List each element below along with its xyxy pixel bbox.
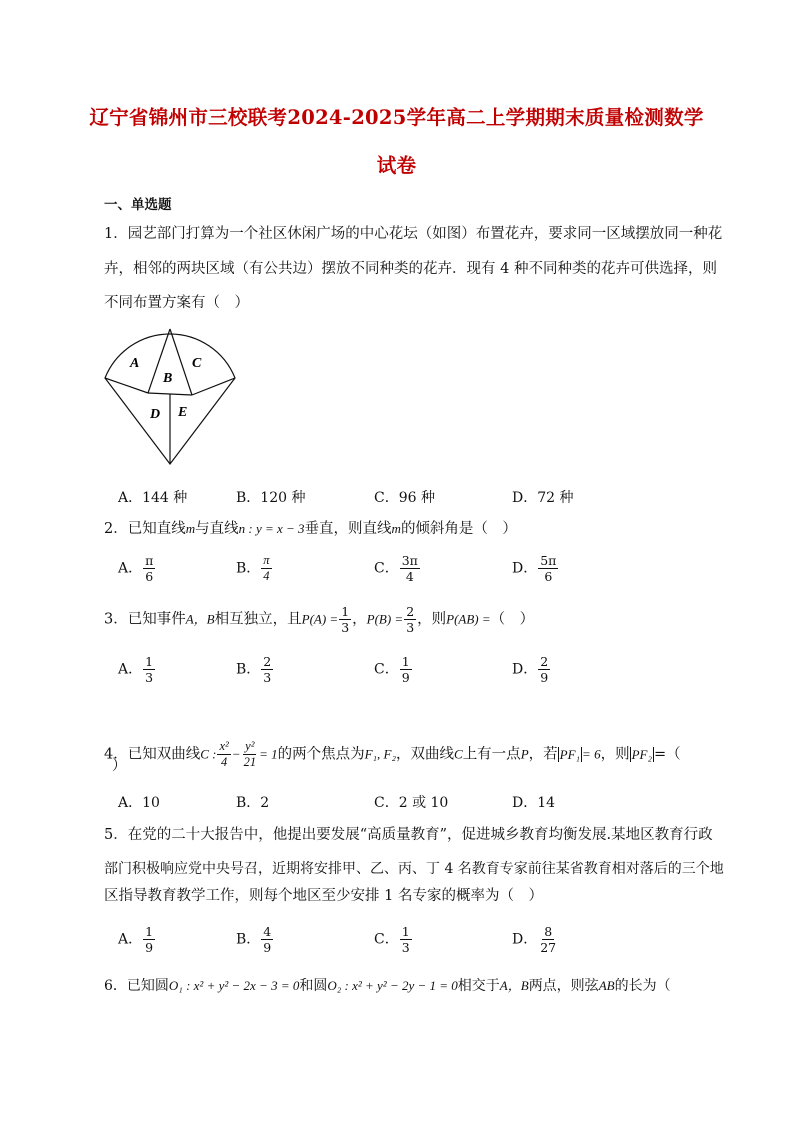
- section-heading: 一、单选题: [104, 197, 172, 213]
- question-2-option-c: C． $\frac{3\pi}{4}$: [374, 553, 418, 584]
- question-4-stem: 4．已知双曲线C : $\frac{\text{x²}}{4}$ − $\frac{\text{y²}}{21}$ = 1的两个焦点为F₁, F₂，双曲线C上有一点P，若 PF₁ = 6，则 PF₂ =（: [104, 739, 681, 769]
- region-b-label: B: [163, 371, 173, 386]
- question-1-option-c: C．96 种: [374, 490, 435, 506]
- region-e-label: E: [178, 405, 188, 420]
- question-6-stem: 6．已知圆O₁ : x² + y² − 2x − 3 = 0和圆O₂ : x² + y² − 2y − 1 = 0相交于A，B两点，则弦AB的长为（: [104, 978, 671, 994]
- question-2-option-a: A． $\frac{\pi}{6}$: [118, 553, 154, 584]
- question-2-option-d: D． $\frac{5\pi}{6}$: [512, 553, 557, 584]
- question-5-line-2: 部门积极响应党中央号召，近期将安排甲、乙、丙、丁 4 名教育专家前往某省教育相对落后的三个地: [104, 861, 724, 877]
- line-n-equation: n : y = x − 3: [238, 521, 305, 536]
- question-1-line-1: 1．园艺部门打算为一个社区休闲广场的中心花坛（如图）布置花卉，要求同一区域摆放同一种花: [104, 226, 723, 242]
- question-4-option-c: C．2 或 10: [374, 795, 449, 811]
- region-c-label: C: [192, 356, 202, 371]
- question-3-option-b: B． $\frac{2}{3}$: [236, 654, 272, 685]
- question-4-option-a: A．10: [118, 795, 160, 811]
- circle-o2-equation: O₂ : x² + y² − 2y − 1 = 0: [327, 978, 458, 993]
- question-5-option-d: D． $\frac{8}{27}$: [512, 924, 557, 955]
- question-1-option-a: A．144 种: [118, 490, 188, 506]
- question-1-option-d: D．72 种: [512, 490, 574, 506]
- circle-o1-equation: O₁ : x² + y² − 2x − 3 = 0: [168, 978, 300, 993]
- question-2-stem: 2．已知直线m与直线n : y = x − 3垂直，则直线m的倾斜角是（ ）: [104, 521, 517, 537]
- document-title-continued: 试卷: [376, 154, 417, 177]
- question-5-line-1: 5．在党的二十大报告中，他提出要发展“高质量教育”，促进城乡教育均衡发展.某地区教育行政: [104, 827, 713, 843]
- question-4-stem-end: ）: [112, 758, 127, 774]
- question-1-line-3: 不同布置方案有（ ）: [104, 295, 249, 311]
- region-d-label: D: [150, 407, 161, 422]
- line-m: m: [185, 521, 196, 536]
- question-1-line-2: 卉，相邻的两块区域（有公共边）摆放不同种类的花卉．现有 4 种不同种类的花卉可供选择，则: [104, 261, 717, 277]
- question-1-option-b: B．120 种: [236, 490, 306, 506]
- question-5-option-c: C． $\frac{1}{3}$: [374, 924, 410, 955]
- question-5-option-a: A． $\frac{1}{9}$: [118, 924, 154, 955]
- question-3-option-a: A． $\frac{1}{3}$: [118, 654, 154, 685]
- document-title: 辽宁省锦州市三校联考2024-2025学年高二上学期期末质量检测数学: [89, 106, 704, 129]
- flower-bed-figure: [100, 320, 240, 470]
- question-5-line-3: 区指导教育教学工作，则每个地区至少安排 1 名专家的概率为（ ）: [104, 888, 543, 904]
- question-3-option-d: D． $\frac{2}{9}$: [512, 654, 549, 685]
- question-3-stem: 3．已知事件A，B相互独立，且P(A) = $\frac{1}{3}$ ，P(B) = $\frac{2}{3}$ ，则P(AB) =（ ）: [104, 604, 535, 635]
- region-a-label: A: [130, 356, 140, 371]
- question-4-option-d: D．14: [512, 795, 556, 811]
- question-4-option-b: B．2: [236, 795, 270, 811]
- question-5-option-b: B． $\frac{4}{9}$: [236, 924, 272, 955]
- question-3-option-c: C． $\frac{1}{9}$: [374, 654, 410, 685]
- question-2-option-b: B． $\frac{\pi}{4}$: [236, 553, 270, 583]
